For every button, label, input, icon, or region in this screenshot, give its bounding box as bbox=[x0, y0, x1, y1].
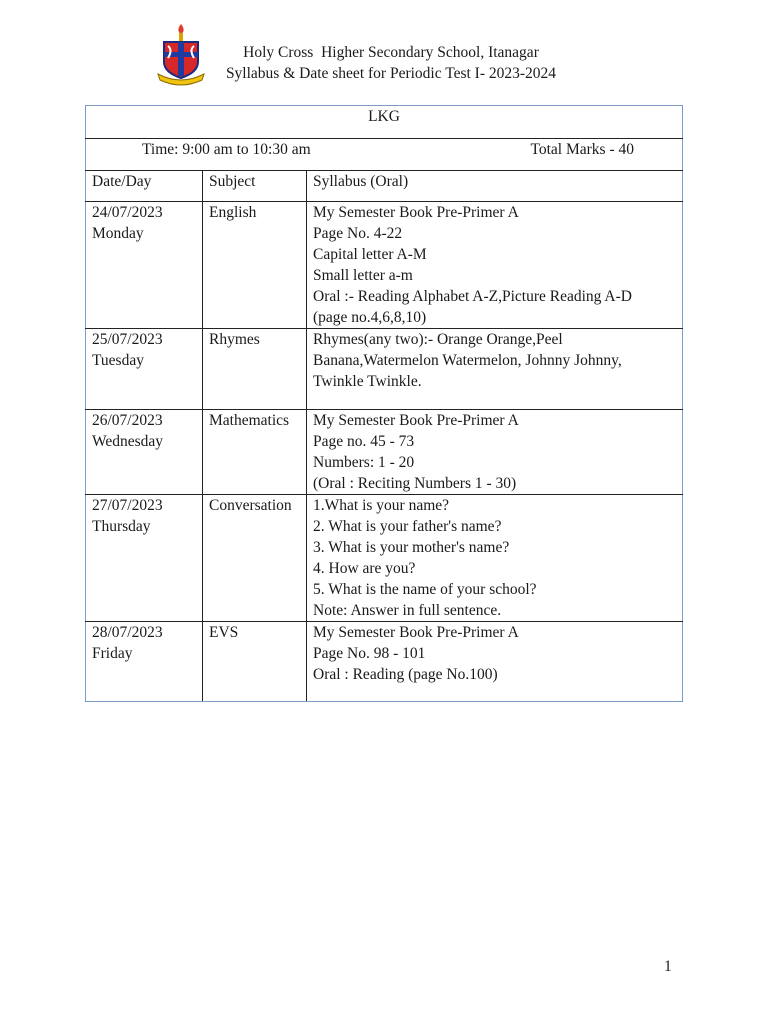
syllabus-line: My Semester Book Pre-Primer A bbox=[313, 624, 519, 641]
syllabus-line: Capital letter A-M bbox=[313, 246, 427, 263]
syllabus-line: 5. What is the name of your school? bbox=[313, 581, 537, 598]
subject-cell: English bbox=[203, 202, 307, 329]
syllabus-line: Numbers: 1 - 20 bbox=[313, 454, 415, 471]
syllabus-cell bbox=[307, 202, 683, 329]
syllabus-line: Oral : Reading (page No.100) bbox=[313, 666, 498, 683]
table-row bbox=[86, 495, 683, 622]
syllabus-line: Twinkle Twinkle. bbox=[313, 373, 422, 390]
subject-cell: Mathematics bbox=[203, 410, 307, 495]
exam-date: 28/07/2023 bbox=[92, 624, 163, 641]
syllabus-line: 1.What is your name? bbox=[313, 497, 450, 514]
date-cell bbox=[86, 329, 203, 410]
document-header bbox=[205, 42, 577, 84]
school-name: Holy Cross Higher Secondary School, Itanagar bbox=[243, 44, 539, 61]
syllabus-line: 3. What is your mother's name? bbox=[313, 539, 510, 556]
subject-cell: Conversation bbox=[203, 495, 307, 622]
column-header-date: Date/Day bbox=[86, 171, 203, 202]
exam-info-row bbox=[86, 139, 683, 171]
syllabus-line: (page no.4,6,8,10) bbox=[313, 309, 427, 326]
syllabus-line: Small letter a-m bbox=[313, 267, 413, 284]
date-cell bbox=[86, 202, 203, 329]
column-header-subject: Subject bbox=[203, 171, 307, 202]
syllabus-cell bbox=[307, 329, 683, 410]
class-name: LKG bbox=[86, 106, 683, 139]
table-row bbox=[86, 622, 683, 702]
syllabus-line: Page no. 45 - 73 bbox=[313, 433, 415, 450]
syllabus-line: (Oral : Reciting Numbers 1 - 30) bbox=[313, 475, 517, 492]
exam-day: Tuesday bbox=[92, 352, 144, 369]
exam-day: Thursday bbox=[92, 518, 151, 535]
exam-day: Wednesday bbox=[92, 433, 164, 450]
exam-date: 27/07/2023 bbox=[92, 497, 163, 514]
syllabus-cell bbox=[307, 495, 683, 622]
date-cell bbox=[86, 410, 203, 495]
table-row bbox=[86, 329, 683, 410]
syllabus-cell bbox=[307, 622, 683, 702]
date-sheet-table bbox=[85, 105, 683, 702]
exam-date: 24/07/2023 bbox=[92, 204, 163, 221]
exam-date: 25/07/2023 bbox=[92, 331, 163, 348]
exam-day: Monday bbox=[92, 225, 144, 242]
syllabus-cell bbox=[307, 410, 683, 495]
syllabus-line: 4. How are you? bbox=[313, 560, 416, 577]
table-row bbox=[86, 202, 683, 329]
syllabus-line: Page No. 98 - 101 bbox=[313, 645, 426, 662]
exam-day: Friday bbox=[92, 645, 133, 662]
exam-time: Time: 9:00 am to 10:30 am bbox=[142, 141, 311, 158]
column-header-syllabus: Syllabus (Oral) bbox=[307, 171, 683, 202]
syllabus-line: Rhymes(any two):- Orange Orange,Peel bbox=[313, 331, 563, 348]
syllabus-line: My Semester Book Pre-Primer A bbox=[313, 412, 519, 429]
syllabus-line: Banana,Watermelon Watermelon, Johnny Johnny, bbox=[313, 352, 622, 369]
date-cell bbox=[86, 495, 203, 622]
syllabus-line: Page No. 4-22 bbox=[313, 225, 403, 242]
table-row bbox=[86, 410, 683, 495]
total-marks: Total Marks - 40 bbox=[530, 141, 634, 158]
subject-cell: EVS bbox=[203, 622, 307, 702]
subject-cell: Rhymes bbox=[203, 329, 307, 410]
exam-date: 26/07/2023 bbox=[92, 412, 163, 429]
school-crest-logo bbox=[156, 22, 206, 86]
date-cell bbox=[86, 622, 203, 702]
syllabus-line: 2. What is your father's name? bbox=[313, 518, 502, 535]
syllabus-line: Oral :- Reading Alphabet A-Z,Picture Reading A-D bbox=[313, 288, 632, 305]
syllabus-line: My Semester Book Pre-Primer A bbox=[313, 204, 519, 221]
page-number: 1 bbox=[664, 958, 672, 975]
document-subtitle: Syllabus & Date sheet for Periodic Test I- 2023-2024 bbox=[225, 65, 557, 82]
syllabus-line: Note: Answer in full sentence. bbox=[313, 602, 502, 619]
